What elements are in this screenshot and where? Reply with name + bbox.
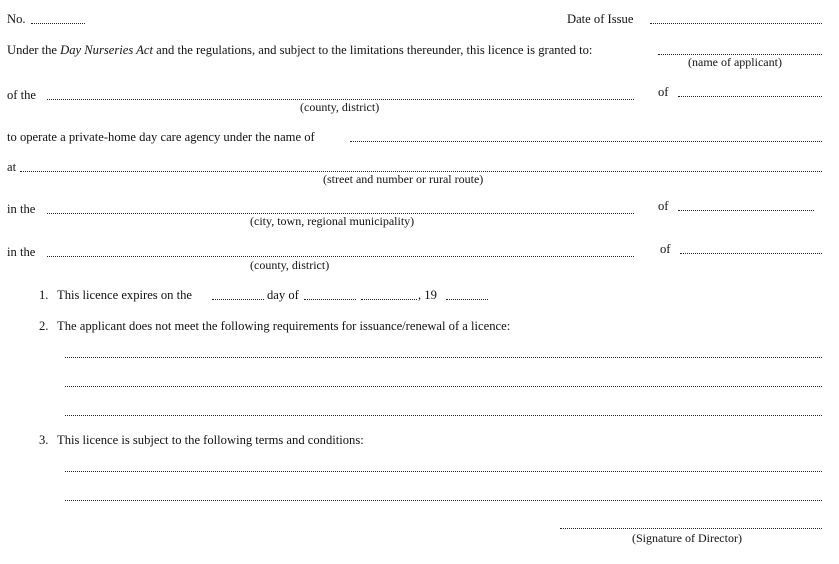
of-the-of-field[interactable] — [678, 95, 822, 97]
in-the-city-of-field[interactable] — [678, 209, 814, 211]
in-the-city-label: in the — [7, 202, 36, 216]
expiry-day-field[interactable] — [212, 298, 264, 300]
number-field[interactable] — [31, 22, 85, 24]
city-caption: (city, town, regional municipality) — [250, 214, 415, 228]
expiry-month-field-b[interactable] — [361, 298, 417, 300]
item1-year-prefix: , 19 — [418, 288, 437, 302]
in-the-city-of-label: of — [658, 199, 669, 213]
item1-day-of: day of — [267, 288, 299, 302]
act-name: Day Nurseries Act — [60, 43, 153, 57]
number-label: No. — [7, 12, 26, 26]
conditions-line-1[interactable] — [65, 470, 822, 472]
of-the-label: of the — [7, 88, 37, 102]
of-the-caption: (county, district) — [300, 100, 380, 114]
grant-pre: Under the — [7, 43, 61, 57]
item1-number: 1. — [39, 288, 49, 302]
item3-text: This licence is subject to the following terms and conditions: — [57, 433, 364, 447]
county-field[interactable] — [47, 255, 634, 257]
date-of-issue-label: Date of Issue — [567, 12, 634, 26]
applicant-caption: (name of applicant) — [688, 55, 782, 69]
requirements-line-2[interactable] — [65, 385, 822, 387]
item2-text: The applicant does not meet the following requirements for issuance/renewal of a licence: — [57, 319, 511, 333]
requirements-line-1[interactable] — [65, 356, 822, 358]
item1-text: This licence expires on the — [57, 288, 192, 302]
grant-post: and the regulations, and subject to the limitations thereunder, this licence is granted to: — [152, 43, 593, 57]
requirements-line-3[interactable] — [65, 414, 822, 416]
in-the-county-of-field[interactable] — [680, 252, 822, 254]
director-signature-field[interactable] — [560, 527, 822, 529]
operate-label: to operate a private-home day care agency under the name of — [7, 130, 315, 144]
at-caption: (street and number or rural route) — [323, 172, 484, 186]
in-the-county-label: in the — [7, 245, 36, 259]
at-label: at — [7, 160, 17, 174]
item2-number: 2. — [39, 319, 49, 333]
grant-sentence — [7, 44, 592, 57]
conditions-line-2[interactable] — [65, 499, 822, 501]
item3-number: 3. — [39, 433, 49, 447]
date-of-issue-field[interactable] — [650, 22, 822, 24]
of-the-of-label: of — [658, 85, 669, 99]
in-the-county-of-label: of — [660, 242, 671, 256]
signature-caption: (Signature of Director) — [632, 531, 742, 545]
agency-name-field[interactable] — [350, 140, 822, 142]
county-caption: (county, district) — [250, 258, 330, 272]
expiry-month-field-a[interactable] — [304, 298, 356, 300]
expiry-year-field[interactable] — [446, 298, 488, 300]
